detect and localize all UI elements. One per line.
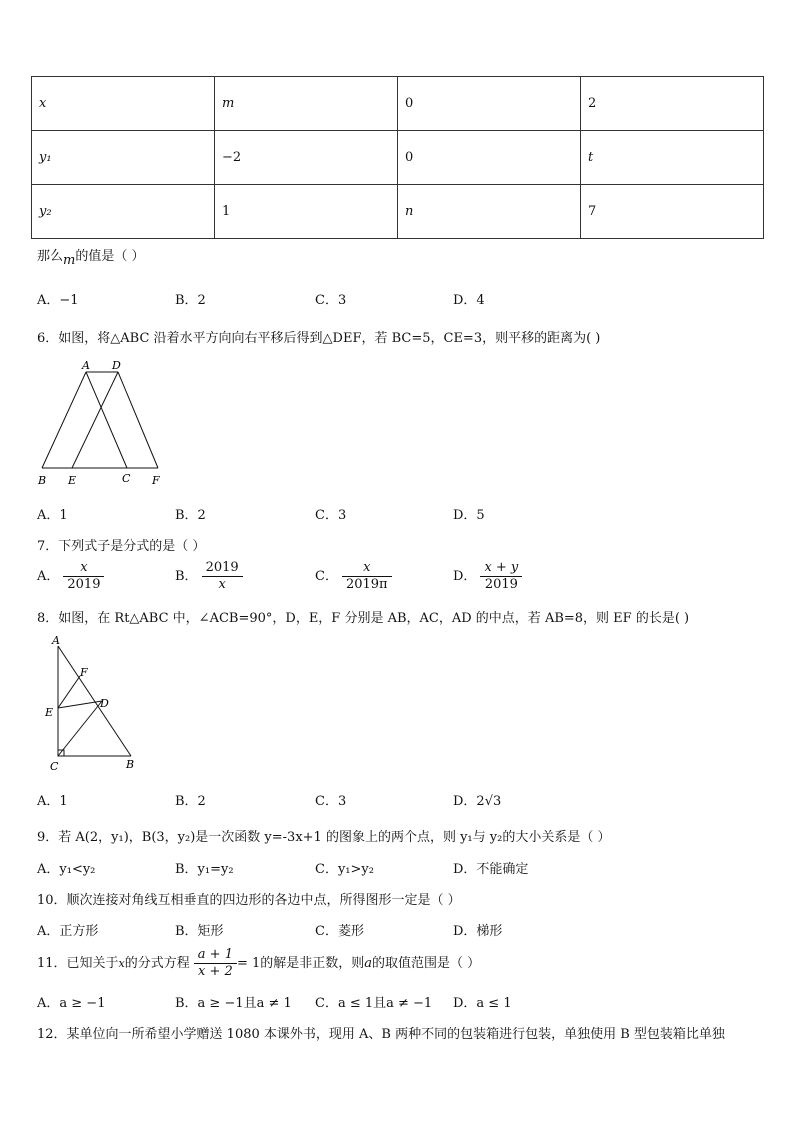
- q10-option-b[interactable]: B．矩形: [175, 924, 224, 939]
- q11-stem-eq: = 1: [236, 956, 261, 971]
- q5-stem-pre: 那么: [37, 249, 64, 264]
- q11-option-a[interactable]: A．a ≥ −1: [37, 996, 106, 1011]
- q11-option-d[interactable]: D．a ≤ 1: [453, 996, 512, 1011]
- q7-option-a[interactable]: [37, 560, 104, 593]
- label-c: C: [50, 760, 59, 773]
- q11-stem: [37, 947, 480, 980]
- label-f: F: [80, 666, 88, 679]
- label-a: A: [82, 359, 90, 372]
- label-d: D: [100, 697, 109, 710]
- q5-stem-post: 的值是（ ）: [75, 249, 145, 264]
- q9-option-c[interactable]: C．y₁>y₂: [315, 862, 374, 877]
- q8-option-b[interactable]: B．2: [175, 794, 206, 809]
- label-e: E: [45, 706, 54, 719]
- label-c: C: [122, 472, 131, 485]
- fraction-numerator: x + y: [484, 560, 519, 575]
- table-cell: y₂: [32, 185, 215, 239]
- table-row: [32, 131, 764, 185]
- label-e: E: [68, 474, 77, 487]
- q6-figure: [34, 356, 169, 491]
- fraction: [342, 560, 392, 593]
- table-cell: −2: [215, 131, 398, 185]
- q6-option-d[interactable]: D．5: [453, 508, 485, 523]
- table-cell: y₁: [32, 131, 215, 185]
- table-cell: 0: [398, 77, 581, 131]
- q11-stem-post1: 的解是非正数，则: [260, 956, 365, 971]
- table-cell: t: [581, 131, 764, 185]
- q10-option-c[interactable]: C．菱形: [315, 924, 364, 939]
- q5-option-b[interactable]: B．2: [175, 293, 206, 308]
- q11-stem-post2: 的取值范围是（ ）: [372, 956, 481, 971]
- q11-stem-pre: 11．已知关于: [37, 956, 119, 971]
- q9-option-b[interactable]: B．y₁=y₂: [175, 862, 234, 877]
- segment-ed: [58, 701, 102, 708]
- table-cell: n: [398, 185, 581, 239]
- fraction-numerator: x: [80, 560, 88, 575]
- table-cell: 1: [215, 185, 398, 239]
- fraction: [480, 560, 522, 593]
- q11-option-c[interactable]: C．a ≤ 1且a ≠ −1: [315, 996, 433, 1011]
- table-cell: m: [215, 77, 398, 131]
- q11-stem-var: x: [118, 957, 125, 970]
- q10-option-a[interactable]: A．正方形: [37, 924, 99, 939]
- q7-option-d[interactable]: [453, 560, 522, 593]
- fraction: [202, 560, 243, 593]
- table-row: [32, 77, 764, 131]
- segment-df: [118, 372, 158, 468]
- label-f: F: [152, 474, 160, 487]
- q11-stem-var2: a: [364, 956, 373, 971]
- label-d: D: [112, 359, 121, 372]
- option-label: A．: [37, 569, 60, 584]
- table-cell: 2: [581, 77, 764, 131]
- q9-option-d[interactable]: D．不能确定: [453, 862, 529, 877]
- fraction-numerator: 2019: [205, 560, 239, 575]
- table-row: [32, 185, 764, 239]
- fraction-numerator: a + 1: [197, 947, 233, 962]
- option-label: C．: [315, 569, 338, 584]
- q11-option-b[interactable]: B．a ≥ −1且a ≠ 1: [175, 996, 292, 1011]
- option-label: B．: [175, 569, 198, 584]
- segment-ab: [58, 646, 131, 756]
- q8-figure: [42, 632, 142, 777]
- table-cell: 7: [581, 185, 764, 239]
- q5-option-d[interactable]: D．4: [453, 293, 485, 308]
- q10-option-d[interactable]: D．梯形: [453, 924, 503, 939]
- q11-stem-mid: 的分式方程: [124, 956, 190, 971]
- values-table: [31, 76, 764, 239]
- q6-stem: 6．如图，将△ABC 沿着水平方向向右平移后得到△DEF，若 BC=5，CE=3，则平移的距离为( ): [37, 331, 601, 346]
- q8-stem: 8．如图，在 Rt△ABC 中，∠ACB=90°，D，E，F 分别是 AB，AC，AD 的中点，若 AB=8，则 EF 的长是( ): [37, 611, 690, 626]
- q7-option-b[interactable]: [175, 560, 243, 593]
- fraction-denominator: x + 2: [197, 964, 233, 979]
- q6-option-c[interactable]: C．3: [315, 508, 347, 523]
- q5-stem: [37, 245, 145, 268]
- segment-ac: [86, 372, 127, 468]
- table-cell: 0: [398, 131, 581, 185]
- q6-option-b[interactable]: B．2: [175, 508, 206, 523]
- q6-option-a[interactable]: A．1: [37, 508, 68, 523]
- fraction-denominator: 2019π: [345, 577, 388, 592]
- q8-option-d[interactable]: D．2√3: [453, 794, 502, 809]
- q7-option-c[interactable]: [315, 560, 392, 593]
- fraction: [194, 947, 237, 980]
- q7-stem: 7．下列式子是分式的是（ ）: [37, 539, 206, 554]
- q5-option-c[interactable]: C．3: [315, 293, 347, 308]
- table-cell: x: [32, 77, 215, 131]
- fraction-numerator: x: [363, 560, 371, 575]
- q5-stem-var: m: [63, 253, 76, 268]
- label-a: A: [52, 634, 60, 647]
- fraction-denominator: x: [218, 577, 226, 592]
- option-label: D．: [453, 569, 477, 584]
- fraction: [63, 560, 104, 593]
- fraction-denominator: 2019: [484, 577, 518, 592]
- q9-option-a[interactable]: A．y₁<y₂: [37, 862, 96, 877]
- q10-stem: 10．顺次连接对角线互相垂直的四边形的各边中点，所得图形一定是（ ）: [37, 893, 461, 908]
- segment-ef: [58, 676, 80, 708]
- q12-stem: 12．某单位向一所希望小学赠送 1080 本课外书，现用 A、B 两种不同的包装箱进行包装，单独使用 B 型包装箱比单独: [37, 1027, 725, 1042]
- fraction-denominator: 2019: [67, 577, 101, 592]
- q5-option-a[interactable]: A．−1: [37, 293, 79, 308]
- label-b: B: [126, 758, 135, 771]
- segment-cd: [58, 701, 102, 756]
- q8-option-a[interactable]: A．1: [37, 794, 68, 809]
- label-b: B: [38, 474, 47, 487]
- q9-stem: 9．若 A(2，y₁)，B(3，y₂)是一次函数 y=-3x+1 的图象上的两个点，则 y₁与 y₂的大小关系是（ ）: [37, 830, 611, 845]
- q8-option-c[interactable]: C．3: [315, 794, 347, 809]
